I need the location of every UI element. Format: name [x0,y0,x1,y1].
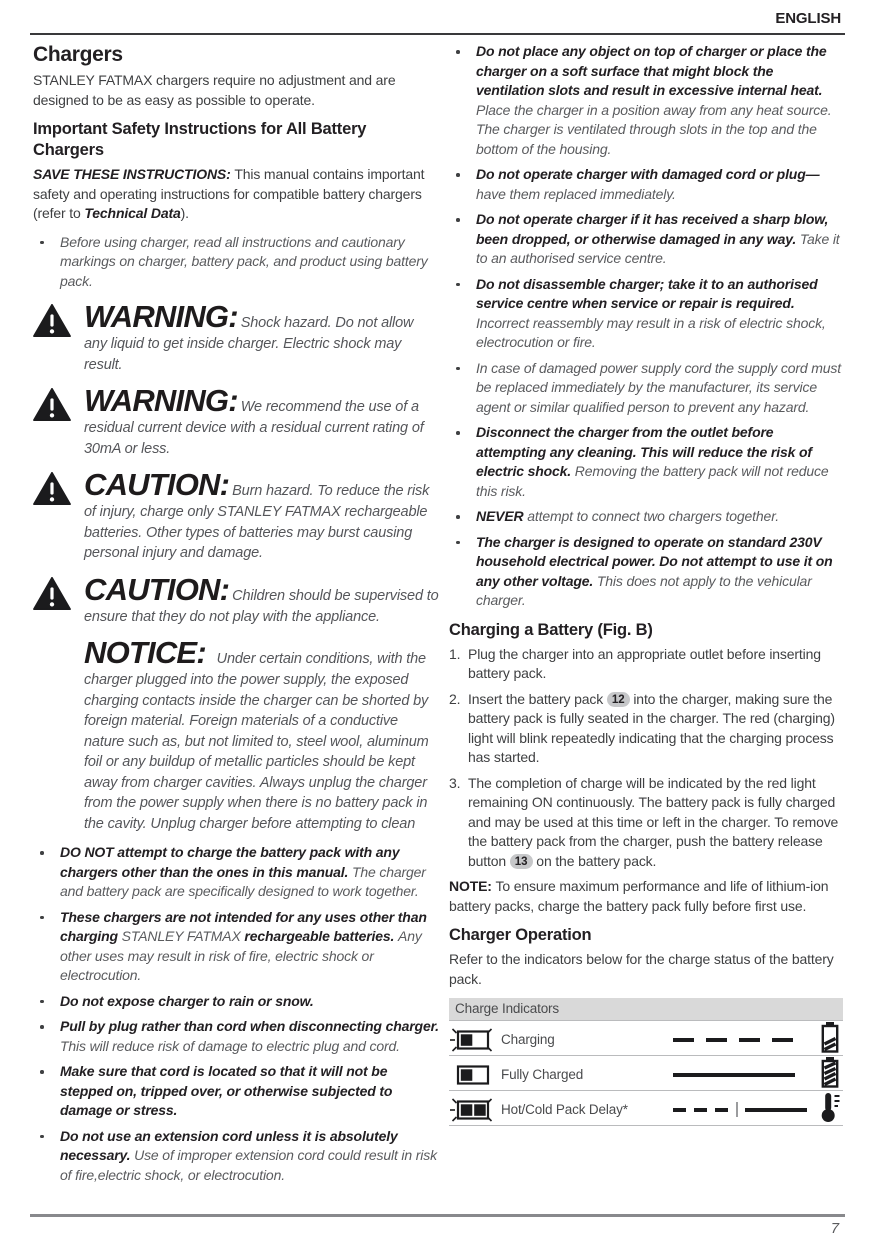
warning-block [33,384,439,459]
operation-heading: Charger Operation [449,926,592,944]
warning-triangle-icon [33,304,71,338]
note-text: To ensure maximum performance and life of lithium-ion battery packs, charge the battery pack fully before first use. [449,878,829,914]
bullet-text: Before using charger, read all instructions and cautionary markings on charger, battery pack, and product using battery pack. [60,233,428,289]
left-column [33,42,439,1191]
bullet-rest-text: In case of damaged power supply cord the supply cord must be replaced immediately by the manufacturer, its service agent or similar qualified person to prevent any hazard. [476,359,841,415]
bullet-bold-text: These chargers are not intended for any uses other than charging [60,908,427,944]
list-item [33,1017,439,1056]
alert-text: Children should be supervised to ensure that they do not play with the appliance. [84,587,439,625]
bullet-rest-text: Use of improper extension cord could result in risk of fire,electric shock, or electrocution. [60,1147,437,1183]
step-text-post: into the charger, making sure the battery pack is fully seated in the charger. The red (charging) light will blink repeatedly indicating that the charging process has started. [468,690,835,765]
bullet-bold-text: DO NOT attempt to charge the battery pack with any chargers other than the ones in this manual. [60,844,400,880]
alert-text: Under certain conditions, with the charger plugged into the power supply, the exposed charging contacts inside the charger can be shorted by foreign material. Foreign materials of a conductive nature such as, but not limited to, steel wool, aluminum foil or any buildup of metallic particles should be kept away from charger cavities. Always unplug the charger from the power supply when there is no battery pack in the cavity. Unplug charger before attempting to clean [84,651,429,832]
bullet-rest-text: Removing the battery pack will not reduce this risk. [476,463,829,499]
notice-block [33,636,439,834]
alert-word: CAUTION: [84,571,230,607]
step-number: 1. [449,645,461,662]
callout-badge: 13 [510,854,533,869]
list-item [33,843,439,902]
table-header: Charge Indicators [449,998,843,1021]
step-text [468,690,843,768]
list-item [33,233,439,292]
bullet-rest-text: The charger and battery pack are specifically designed to work together. [60,863,426,899]
alert-word: WARNING: [84,383,238,418]
page-number: 7 [830,1220,839,1237]
short-dashes-then-solid-pattern [673,1102,809,1117]
step-number: 2. [449,690,461,707]
bullet-brand-text: STANLEY FATMAX [121,928,245,944]
table-row [449,1091,843,1126]
indicator-label: Charging [501,1032,555,1047]
safety-bullet-list [33,843,439,1185]
led-blinking-full-icon [449,1097,495,1123]
step-item [449,690,843,768]
list-item [449,359,843,418]
callout-badge: 12 [607,692,630,707]
warning-triangle-icon [33,388,71,422]
list-item [33,908,439,986]
alert-text: Shock hazard. Do not allow any liquid to get inside charger. Electric shock may result. [84,315,414,373]
bullet-bold-text: Do not operate charger with damaged cord or plug— [476,166,820,182]
bullet-bold-text: Do not operate charger if it has received a sharp blow, been dropped, or otherwise damaged in any way. [476,211,829,247]
indicator-label: Fully Charged [501,1067,584,1082]
indicator-label: Hot/Cold Pack Delay* [501,1102,628,1117]
step-text-pre: The completion of charge will be indicated by the red light remaining ON continuously. The battery pack is fully charged and may be used at this time or left in the charger. To remove the battery pack from the charger, push the battery release button [468,774,839,869]
status-icon-cell [817,1091,843,1129]
warning-triangle-icon [33,472,71,506]
save-body: This manual contains important safety and operating instructions for compatible battery chargers (refer to [33,166,425,221]
bullet-bold-text: NEVER [476,508,528,524]
status-icon-cell [819,1056,843,1094]
intro-paragraph: STANLEY FATMAX chargers require no adjustment and are designed to be as easy as possible to operate. [33,72,396,108]
alert-text: We recommend the use of a residual current device with a residual current rating of 30mA or less. [84,399,424,457]
note-paragraph [449,877,843,916]
bullet-bold-text: Do not place any object on top of charger or place the charger on a soft surface that might block the ventilation slots and result in excessive internal heat. [476,43,827,98]
step-text [468,645,843,684]
step-text-pre: Insert the battery pack [468,690,607,707]
bullet-bold-text: Do not expose charger to rain or snow. [60,992,314,1009]
solid-line-pattern [673,1073,809,1077]
alert-word: WARNING: [84,299,238,334]
step-text-pre: Plug the charger into an appropriate outlet before inserting battery pack. [468,645,821,681]
blink-pattern-long-dashes [673,1038,809,1042]
step-item [449,774,843,872]
table-row [449,1056,843,1091]
caution-block [33,573,439,628]
alert-word: CAUTION: [84,467,230,502]
bullet-rest-text: Take it to an authorised service centre. [476,230,840,266]
pre-warning-list [33,233,439,292]
caution-block [33,468,439,564]
bullet-bold-text: Disconnect the charger from the outlet before attempting any cleaning. This will reduce the risk of electric shock. [476,424,812,479]
right-column [449,42,843,1126]
save-instructions-paragraph [33,165,439,224]
save-lead: SAVE THESE INSTRUCTIONS: [33,166,235,182]
list-item [449,165,843,204]
step-text-post: on the battery pack. [532,852,657,869]
safety-bullet-list [449,42,843,611]
list-item [449,507,843,527]
step-number: 3. [449,774,461,791]
warning-block [33,300,439,375]
save-tail: ). [180,205,189,221]
thermometer-icon [817,1091,841,1123]
charge-indicators-table [449,998,843,1126]
bullet-bold-text: Do not disassemble charger; take it to an authorised service centre when service or repair is required. [476,275,818,311]
bullet-rest-text: have them replaced immediately. [476,185,676,202]
charging-steps [449,645,843,872]
language-label: ENGLISH [775,10,841,27]
warning-triangle-icon [33,577,71,611]
list-item [449,42,843,159]
bullet-rest-text: This does not apply to the vehicular charger. [476,572,812,608]
step-item [449,645,843,684]
led-blinking-half-icon [449,1027,495,1053]
bullet-rest-text: This will reduce risk of damage to electric plug and cord. [60,1037,400,1054]
step-text [468,774,843,872]
safety-heading: Important Safety Instructions for All Battery Chargers [33,120,367,159]
bullet-rest-text: Incorrect reassembly may result in a risk of electric shock, electrocution or fire. [476,314,826,350]
led-steady-half-icon [449,1062,495,1088]
bullet-bold-text: Make sure that cord is located so that it will not be stepped on, tripped over, or otherwise subjected to damage or stress. [60,1063,393,1118]
footer-rule [30,1214,845,1217]
operation-intro: Refer to the indicators below for the charge status of the battery pack. [449,951,834,987]
page-title: Chargers [33,43,123,66]
charging-heading: Charging a Battery (Fig. B) [449,620,653,639]
bullet-rest-text: attempt to connect two chargers together. [527,508,779,524]
bullet-rest-text: Any other uses may result in risk of fire, electric shock or electrocution. [60,928,422,983]
table-row [449,1021,843,1056]
list-item [449,275,843,353]
technical-data-ref: Technical Data [84,205,181,221]
status-icon-cell [819,1021,843,1059]
list-item [33,992,439,1012]
bullet-bold-text: Pull by plug rather than cord when disconnecting charger. [60,1018,439,1034]
bullet-bold-text: Do not use an extension cord unless it is absolutely necessary. [60,1127,398,1163]
list-item [449,533,843,611]
alert-word: NOTICE: [84,635,214,670]
list-item [33,1062,439,1121]
bullet-bold-text: rechargeable batteries. [244,928,399,944]
top-rule [30,33,845,35]
battery-full-icon [819,1056,841,1088]
note-label: NOTE: [449,878,496,894]
bullet-bold-text: The charger is designed to operate on standard 230V household electrical power. Do not attempt to use it on any other voltage. [476,533,833,589]
bullet-rest-text: Place the charger in a position away from any heat source. The charger is ventilated through slots in the top and the bottom of the housing. [476,101,832,157]
battery-charging-icon [819,1021,841,1053]
list-item [449,210,843,269]
list-item [449,423,843,501]
alert-text: Burn hazard. To reduce the risk of injury, charge only STANLEY FATMAX rechargeable batteries. Other types of batteries may burst causing personal injury and damage. [84,483,430,561]
list-item [33,1127,439,1186]
